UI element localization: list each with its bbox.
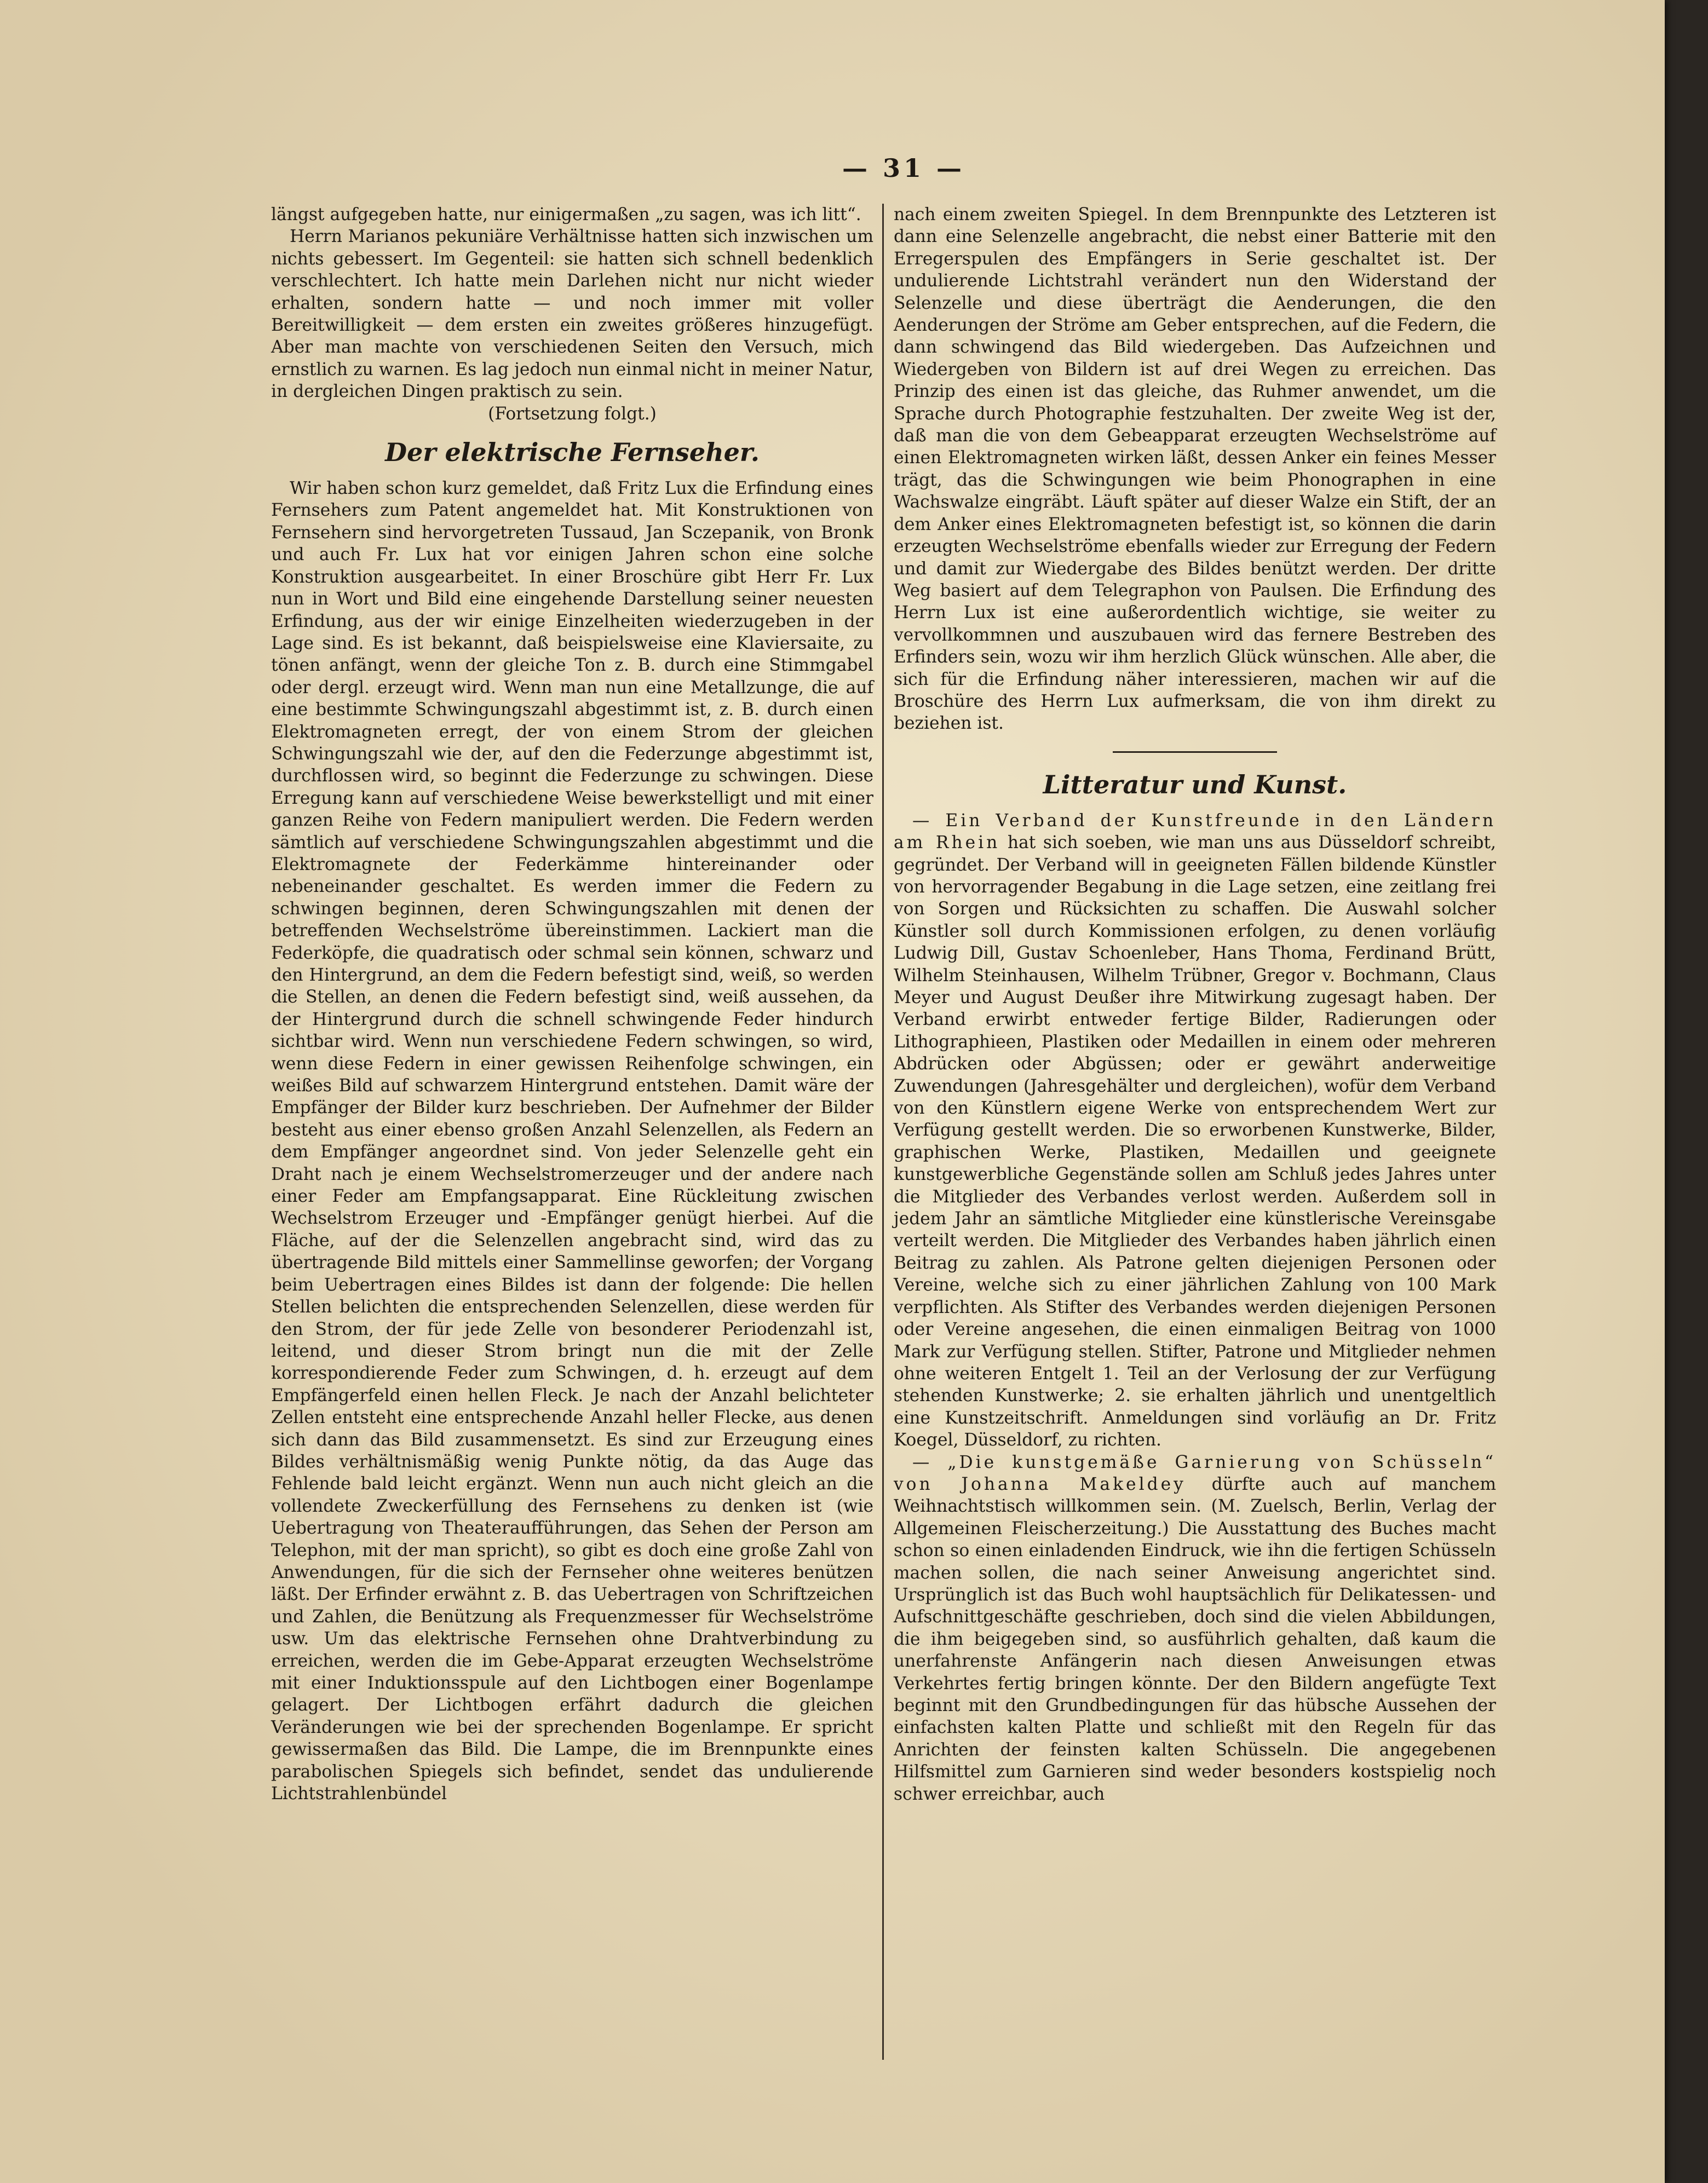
news-item-lead: — „Die kunstgemäße Garnierung von Schüsseln“ von Johanna Makeldey	[894, 1452, 1496, 1494]
page-number: — 31 —	[842, 153, 965, 183]
section-headline: Litteratur und Kunst.	[1043, 769, 1347, 799]
column-divider	[882, 204, 884, 2060]
serial-paragraph: Herrn Marianos pekuniäre Verhältnisse hatten sich inzwischen um nichts gebessert. Im Gegenteil: sie hatten sich schnell bedenklich verschlechtert. Ich hatte mein Darlehen nicht nur nicht wieder erhalten, sondern hatte — und noch immer mit voller Bereitwilligkeit — dem ersten ein zweites größeres hinzugefügt. Aber man machte von verschiedenen Seiten den Versuch, mich ernstlich zu warnen. Es lag jedoch nun einmal nicht in meiner Natur, in dergleichen Dingen praktisch zu sein.	[271, 227, 873, 402]
serial-ending-text: längst aufgegeben hatte, nur einigermaßen „zu sagen, was ich litt“.	[271, 205, 861, 224]
news-item-text: dürfte auch auf manchem Weihnachtstisch willkommen sein. (M. Zuelsch, Berlin, Verlag der Allgemeinen Fleischerzeitung.) Die Ausstattung des Buches macht schon so einen einladenden Eindruck, wie ihn die fertigen Schüsseln machen sollen, die nach seiner Anweisung angerichtet sind. Ursprünglich ist das Buch wohl hauptsächlich für Delikatessen- und Aufschnittgeschäfte geschrieben, doch sind die vielen Abbildungen, die ihm beigegeben sind, so ausführlich gehalten, daß kaum die unerfahrenste Anfängerin nach diesen Anweisungen etwas Verkehrtes fertig bringen könnte. Der den Bildern angefügte Text beginnt mit den Grundbedingungen für das hübsche Aussehen der einfachsten kalten Platte und schließt mit den Regeln für das Anrichten der feinsten kalten Schüsseln. Die angegebenen Hilfsmittel zum Garnieren sind weder besonders kostspielig noch schwer erreichbar, auch	[894, 1474, 1496, 1804]
left-column	[271, 204, 873, 1805]
article-body: Wir haben schon kurz gemeldet, daß Fritz Lux die Erfindung eines Fernsehers zum Patent angemeldet hat. Mit Konstruktionen von Fernsehern sind hervorgetreten Tussaud, Jan Sczepanik, von Bronk und auch Fr. Lux hat vor einigen Jahren schon eine solche Konstruktion ausgearbeitet. In einer Broschüre gibt Herr Fr. Lux nun in Wort und Bild eine eingehende Darstellung seiner neuesten Erfindung, aus der wir einige Einzelheiten wiederzugeben in der Lage sind. Es ist bekannt, daß beispielsweise eine Klaviersaite, zu tönen anfängt, wenn der gleiche Ton z. B. durch eine Stimmgabel oder dergl. erzeugt wird. Wenn man nun eine Metallzunge, die auf eine bestimmte Schwingungszahl abgestimmt ist, z. B. durch einen Elektromagneten erregt, der von einem Strom der gleichen Schwingungszahl wie der, auf den die Federzunge abgestimmt ist, durchflossen wird, so beginnt die Federzunge zu schwingen. Diese Erregung kann auf verschiedene Weise bewerkstelligt und mit einer ganzen Reihe von Federn manipuliert werden. Die Federn werden sämtlich auf verschiedene Schwingungszahlen abgestimmt und die Elektromagnete der Federkämme hintereinander oder nebeneinander geschaltet. Es werden immer die Federn zu schwingen beginnen, deren Schwingungszahlen mit denen der betreffenden Wechselströme übereinstimmen. Lackiert man die Federköpfe, die quadratisch oder schmal sein können, schwarz und den Hintergrund, an dem die Federn befestigt sind, weiß, so werden die Stellen, an denen die Federn befestigt sind, weiß aussehen, da der Hintergrund durch die schnell schwingende Feder hindurch sichtbar wird. Wenn nun verschiedene Federn schwingen, so wird, wenn diese Federn in einer gewissen Reihenfolge schwingen, ein weißes Bild auf schwarzem Hintergrund entstehen. Damit wäre der Empfänger der Bilder kurz beschrieben. Der Aufnehmer der Bilder besteht aus einer ebenso großen Anzahl Selenzellen, als Federn an dem Empfänger angeordnet sind. Von jeder Selenzelle geht ein Draht nach je einem Wechselstromerzeuger und der andere nach einer Feder am Empfangsapparat. Eine Rückleitung zwischen Wechselstrom Erzeuger und -Empfänger genügt hierbei. Auf die Fläche, auf der die Selenzellen angebracht sind, wird das zu übertragende Bild mittels einer Sammellinse geworfen; der Vorgang beim Uebertragen eines Bildes ist dann der folgende: Die hellen Stellen belichten die entsprechenden Selenzellen, diese werden für den Strom, der für jede Zelle von besonderer Periodenzahl ist, leitend, und dieser Strom bringt nun die mit der Zelle korrespondierende Feder zum Schwingen, d. h. erzeugt auf dem Empfängerfeld einen hellen Fleck. Je nach der Anzahl belichteter Zellen entsteht eine entsprechende Anzahl heller Flecke, aus denen sich dann das Bild zusammensetzt. Es sind zur Erzeugung eines Bildes verhältnismäßig wenig Punkte nötig, da das Auge das Fehlende bald leicht ergänzt. Wenn nun auch nicht gleich an die vollendete Zweckerfüllung des Fernsehens zu denken ist (wie Uebertragung von Theateraufführungen, das Sehen der Person am Telephon, mit der man spricht), so gibt es doch eine große Zahl von Anwendungen, für die sich der Fernseher ohne weiteres benützen läßt. Der Erfinder erwähnt z. B. das Uebertragen von Schriftzeichen und Zahlen, die Benützung als Frequenzmesser für Wechselströme usw. Um das elektrische Fernsehen ohne Drahtverbindung zu erreichen, werden die im Gebe-Apparat erzeugten Wechselströme mit einer Induktionsspule auf den Lichtbogen einer Bogenlampe gelagert. Der Lichtbogen erfährt dadurch die gleichen Veränderungen wie bei der sprechenden Bogenlampe. Er spricht gewissermaßen das Bild. Die Lampe, die im Brennpunkte eines parabolischen Spiegels sich befindet, sendet das undulierende Lichtstrahlenbündel	[271, 479, 873, 1804]
news-item-lead: — Ein Verband der Kunstfreunde in den Ländern am Rhein	[894, 810, 1496, 853]
article-headline: Der elektrische Fernseher.	[385, 437, 760, 468]
section-separator	[1113, 751, 1277, 753]
continued-note: (Fortsetzung folgt.)	[488, 404, 657, 424]
right-column	[894, 204, 1496, 1805]
news-item-verband	[894, 810, 1496, 1452]
article-continuation: nach einem zweiten Spiegel. In dem Brennpunkte des Letzteren ist dann eine Selenzelle angebracht, die nebst einer Batterie mit den Erregerspulen des Empfängers in Serie geschaltet ist. Der undulierende Lichtstrahl verändert nun den Widerstand der Selenzelle und diese überträgt die Aenderungen, die den Aenderungen der Ströme am Geber entsprechen, auf die Federn, die dann schwingend das Bild wiedergeben. Das Aufzeichnen und Wiedergeben von Bildern ist auf drei Wegen zu erreichen. Das Prinzip des einen ist das gleiche, das Ruhmer anwendet, um die Sprache durch Photographie festzuhalten. Der zweite Weg ist der, daß man die von dem Gebeapparat erzeugten Wechselströme auf einen Elektromagneten wirken läßt, dessen Anker ein feines Messer trägt, das die Schwingungen wie beim Phonographen in eine Wachswalze eingräbt. Läuft später auf dieser Walze ein Stift, der an dem Anker eines Elektromagneten befestigt ist, so können die darin erzeugten Wechselströme ebenfalls wieder zur Erregung der Federn und damit zur Wiedergabe des Bildes benützt werden. Der dritte Weg basiert auf dem Telegraphon von Paulsen. Die Erfindung des Herrn Lux ist eine außerordentlich wichtige, sie weiter zu vervollkommnen und auszubauen wird das fernere Bestreben des Erfinders sein, wozu wir ihm herzlich Glück wünschen. Alle aber, die sich für die Erfindung näher interessieren, machen wir auf die Broschüre des Herrn Lux aufmerksam, die von ihm direkt zu beziehen ist.	[894, 205, 1496, 734]
news-item-garnierung	[894, 1452, 1496, 1806]
news-item-text: hat sich soeben, wie man uns aus Düsseldorf schreibt, gegründet. Der Verband will in geeigneten Fällen bildende Künstler von hervorragender Begabung in die Lage setzen, eine zeitlang frei von Sorgen und Rücksichten zu schaffen. Die Auswahl solcher Künstler soll durch Kommissionen erfolgen, zu denen vorläufig Ludwig Dill, Gustav Schoenleber, Hans Thoma, Ferdinand Brütt, Wilhelm Steinhausen, Wilhelm Trübner, Gregor v. Bochmann, Claus Meyer und August Deußer ihre Mitwirkung zugesagt haben. Der Verband erwirbt entweder fertige Bilder, Radierungen oder Lithographieen, Plastiken oder Medaillen in einem oder mehreren Abdrücken oder Abgüssen; oder er gewährt anderweitige Zuwendungen (Jahresgehälter und dergleichen), wofür dem Verband von den Künstlern eigene Werke von entsprechendem Wert zur Verfügung gestellt werden. Die so erworbenen Kunstwerke, Bilder, graphischen Werke, Plastiken, Medaillen und geeignete kunstgewerbliche Gegenstände sollen am Schluß jedes Jahres unter die Mitglieder des Verbandes verlost werden. Außerdem soll in jedem Jahr an sämtliche Mitglieder eine künstlerische Vereinsgabe verteilt werden. Die Mitglieder des Verbandes haben jährlich einen Beitrag zu zahlen. Als Patrone gelten diejenigen Personen oder Vereine, welche sich zu einer jährlichen Zahlung von 100 Mark verpflichten. Als Stifter des Verbandes werden diejenigen Personen oder Vereine angesehen, die einen einmaligen Beitrag von 1000 Mark zur Verfügung stellen. Stifter, Patrone und Mitglieder nehmen ohne weiteren Entgelt 1. Teil an der Verlosung der zur Verfügung stehenden Kunstwerke; 2. sie erhalten jährlich und unentgeltlich eine Kunstzeitschrift. Anmeldungen sind vorläufig an Dr. Fritz Koegel, Düsseldorf, zu richten.	[894, 833, 1496, 1450]
